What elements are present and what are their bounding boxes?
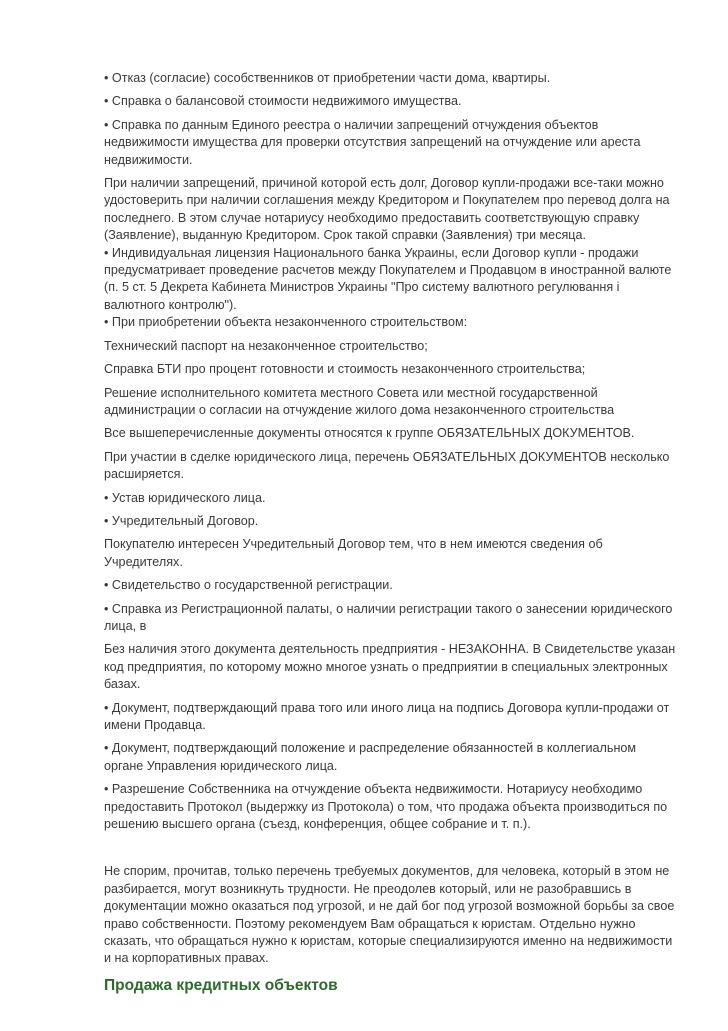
list-item: • Справка о балансовой стоимости недвижимого имущества.: [104, 94, 462, 109]
list-item: • При приобретении объекта незаконченного строительством:: [104, 315, 468, 330]
section-heading: Продажа кредитных объектов: [104, 976, 338, 994]
list-item: • Отказ (согласие) сособственников от приобретении части дома, квартиры.: [104, 71, 551, 85]
paragraph: Покупателю интересен Учредительный Договор тем, что в нем имеются сведения об Учредителях.: [104, 537, 603, 569]
list-item: • Свидетельство о государственной регистрации.: [104, 578, 393, 593]
list-item: • Документ, подтверждающий положение и распределение обязанностей в коллегиальном органе Управления юридического лица.: [104, 741, 637, 773]
list-item: • Документ, подтверждающий права того или иного лица на подпись Договора купли-продажи от имени Продавца.: [104, 700, 670, 732]
list-item: • Индивидуальная лицензия Национального банка Украины, если Договор купли - продажи предусматривает проведение расчетов между Покупателем и Продавцом в иностранной валюте (п. 5 ст. 5 Декрета Кабинета Министров Украины "Про систему валютного регулювання і валютного контролю").: [104, 245, 672, 312]
paragraph: Все вышеперечисленные документы относятся к группе ОБЯЗАТЕЛЬНЫХ ДОКУМЕНТОВ.: [104, 426, 635, 441]
list-item: • Справка по данным Единого реестра о наличии запрещений отчуждения объектов недвижимости имущества для проверки отсутствия запрещений на отчуждение или ареста недвижимости.: [104, 117, 641, 167]
paragraph: Без наличия этого документа деятельность предприятия - НЕЗАКОННА. В Свидетельстве указан код предприятия, по которому можно многое узнать о предприятии в специальных электронных базах.: [104, 642, 676, 692]
list-item: • Устав юридического лица.: [104, 490, 266, 505]
paragraph: Технический паспорт на незаконченное строительство;: [104, 338, 428, 353]
list-item: • Разрешение Собственника на отчуждение объекта недвижимости. Нотариусу необходимо предоставить Протокол (выдержку из Протокола) о том, что продажа объекта производиться по решению высшего органа (съезд, конференция, общее собрание и т. п.).: [104, 782, 668, 832]
paragraph: Не спорим, прочитав, только перечень требуемых документов, для человека, который в этом не разбирается, могут возникнуть трудности. Не преодолев который, или не разобравшись в документации можно оказаться под угрозой, и не дай бог под угрозой возможной борьбы за свое право собственности. Поэтому рекомендуем Вам обращаться к юристам. Отдельно нужно сказать, что обращаться нужно к юристам, которые специализируются именно на недвижимости и на корпоративных правах.: [104, 864, 675, 966]
paragraph-spacer: [104, 839, 678, 863]
list-item: • Учредительный Договор.: [104, 513, 259, 528]
paragraph: При наличии запрещений, причиной которой есть долг, Договор купли-продажи все-таки можно удостоверить при наличии соглашения между Кредитором и Покупателем про перевод долга на последнего. В этом случае нотариусу необходимо предоставить соответствующую справку (Заявление), выданную Кредитором. Срок такой справки (Заявления) три месяца.: [104, 176, 670, 243]
paragraph: Решение исполнительного комитета местного Совета или местной государственной администрации о согласии на отчуждение жилого дома незаконченного строительства: [104, 385, 615, 417]
list-item: • Справка из Регистрационной палаты, о наличии регистрации такого о занесении юридического лица, в: [104, 601, 673, 633]
paragraph: Справка БТИ про процент готовности и стоимость незаконченного строительства;: [104, 362, 586, 377]
paragraph: При участии в сделке юридического лица, перечень ОБЯЗАТЕЛЬНЫХ ДОКУМЕНТОВ несколько расширяется.: [104, 449, 670, 482]
